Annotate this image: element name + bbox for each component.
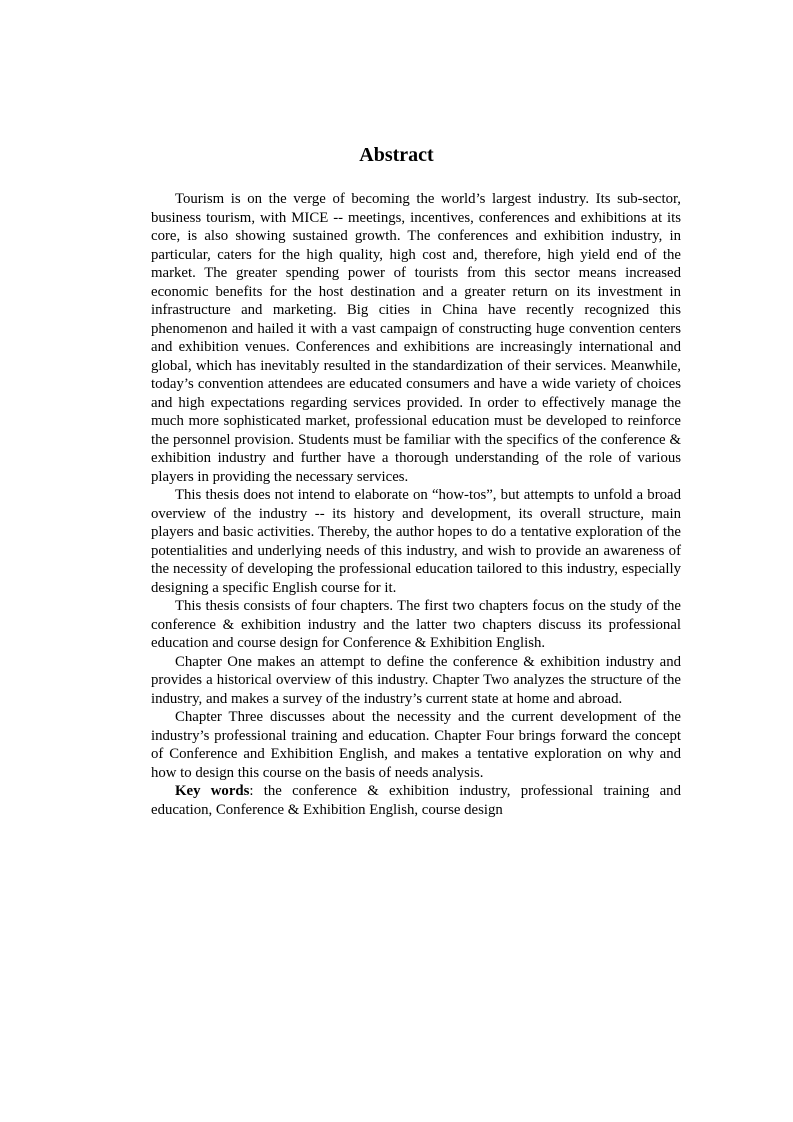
paragraph-5: Chapter Three discusses about the necessity and the current development of the industry’s professional training and education. Chapter Four brings forward the concept of Conference and Exhibition English, and makes a tentative exploration on why and how to design this course on the basis of needs analysis. xyxy=(151,709,681,781)
paragraph-3: This thesis consists of four chapters. The first two chapters focus on the study of the conference & exhibition industry and the latter two chapters discuss its professional education and course design for Conference & Exhibition English. xyxy=(151,598,681,651)
abstract-body xyxy=(151,190,681,819)
paragraph-2: This thesis does not intend to elaborate on “how-tos”, but attempts to unfold a broad overview of the industry -- its history and development, its overall structure, main players and basic activities. Thereby, the author hopes to do a tentative exploration of the potentialities and underlying needs of this industry, and wish to provide an awareness of the necessity of developing the professional education tailored to this industry, especially designing a specific English course for it. xyxy=(151,487,681,596)
paragraph-4: Chapter One makes an attempt to define the conference & exhibition industry and provides a historical overview of this industry. Chapter Two analyzes the structure of the industry, and makes a survey of the industry’s current state at home and abroad. xyxy=(151,653,681,707)
paragraph-1: Tourism is on the verge of becoming the world’s largest industry. Its sub-sector, business tourism, with MICE -- meetings, incentives, conferences and exhibitions at its core, is also showing sustained growth. The conferences and exhibition industry, in particular, caters for the high quality, high cost and, therefore, high yield end of the market. The greater spending power of tourists from this sector means increased economic benefits for the host destination and a greater return on its investment in infrastructure and marketing. Big cities in China have recently recognized this phenomenon and hailed it with a vast campaign of constructing huge convention centers and exhibition venues. Conferences and exhibitions are increasingly international and global, which has inevitably resulted in the standardization of their services. Meanwhile, today’s convention attendees are educated consumers and have a wide variety of choices and high expectations regarding services provided. In order to effectively manage the much more sophisticated market, professional education must be developed to reinforce the personnel provision. Students must be familiar with the specifics of the conference & exhibition industry and further have a thorough understanding of the role of various players in providing the necessary services. xyxy=(151,191,681,485)
keywords-label: Key words xyxy=(175,783,250,799)
page-title: Abstract xyxy=(359,144,434,166)
keywords-text: : the conference & exhibition industry, professional training and education, Conference & Exhibition English, course design xyxy=(151,783,681,818)
keywords-paragraph xyxy=(151,782,681,819)
